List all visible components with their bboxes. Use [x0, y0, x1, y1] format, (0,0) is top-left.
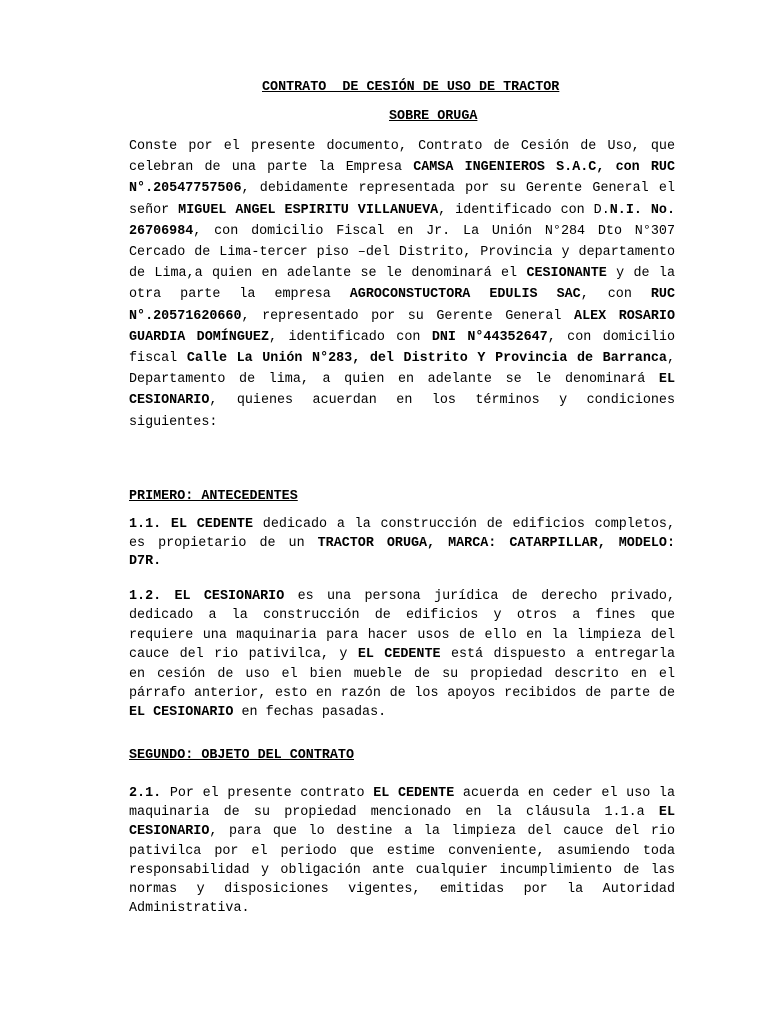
intro-run: , identificado con: [269, 329, 432, 345]
clause_1_1-run: dedicado a la construcción de edificios completos, es propietario de un: [129, 517, 675, 551]
clause_1_2-run: EL CESIONARIO: [129, 705, 234, 721]
clause_2_1-run: 2.1.: [129, 786, 162, 801]
clause_1_2-run: EL CEDENTE: [357, 647, 441, 663]
intro-run: CAMSA INGENIEROS S.A.C, con RUC N°.20547757506: [129, 160, 675, 197]
clause_2_1-run: , para que lo destine a la limpieza del cauce del rio pativilca por el periodo que estime conveniente, asumiendo toda responsabilidad y obligación ante cualquier incumplimiento de las normas y disposiciones vigentes, emitidas por la Autoridad Administrativa.: [129, 824, 675, 917]
intro-run: ALEX ROSARIO GUARDIA DOMÍNGUEZ: [129, 308, 675, 345]
intro-run: , identificado con D.: [438, 202, 610, 218]
intro-run: Conste por el presente documento, Contrato de Cesión de Uso, que celebran de una parte la Empresa: [129, 139, 675, 176]
intro-run: , debidamente representada por su Gerente General el señor: [129, 181, 675, 218]
clause_2_1-run: Por el presente contrato: [161, 786, 374, 801]
intro-run: EL CESIONARIO: [129, 372, 675, 409]
clause_2_1-run: EL CESIONARIO: [129, 805, 675, 840]
clause_1_2-run: es una persona jurídica de derecho privado, dedicado a la construcción de edificios y otros a fines que requiere una maquinaria para hacer usos de ello en la limpieza del cauce del rio pativilca, y: [129, 589, 675, 663]
clause_2_1-run: EL CEDENTE: [373, 786, 455, 801]
intro-run: MIGUEL ANGEL ESPIRITU VILLANUEVA: [178, 202, 439, 218]
clause_1_2-run: está dispuesto a entregarla en cesión de uso el bien mueble de su propiedad descrito en el párrafo anterior, esto en razón de los apoyos recibidos de parte de: [129, 647, 676, 702]
clause_2_1-run: acuerda en ceder el uso la maquinaria de su propiedad mencionado en la cláusula 1.1.a: [129, 786, 676, 821]
intro-run: CESIONANTE: [526, 266, 607, 282]
intro-run: N.I. No. 26706984: [129, 202, 675, 239]
clause_1_2-run: 1.2. EL CESIONARIO: [129, 589, 285, 604]
intro-run: , con: [580, 287, 651, 303]
intro-paragraph: [129, 136, 675, 433]
intro-run: , Departamento de lima, a quien en adelante se le denominará: [129, 351, 675, 388]
contract-title: CONTRATO DE CESIÓN DE USO DE TRACTOR: [262, 80, 560, 95]
section-heading-objeto: SEGUNDO: OBJETO DEL CONTRATO: [129, 748, 354, 763]
contract-subtitle: SOBRE ORUGA: [389, 109, 478, 124]
clause-1-1: [129, 516, 675, 572]
clause-2-1: [129, 784, 675, 918]
intro-run: , quienes acuerdan en los términos y condiciones siguientes:: [129, 393, 675, 430]
intro-run: , representado por su Gerente General: [241, 308, 575, 324]
clause-1-2: [129, 587, 675, 723]
clause_1_1-run: 1.1. EL CEDENTE: [129, 517, 254, 532]
intro-run: DNI N°44352647: [431, 329, 548, 345]
intro-run: Calle La Unión N°283, del Distrito Y Provincia de Barranca: [186, 351, 667, 367]
clause_1_1-run: TRACTOR ORUGA, MARCA: CATARPILLAR, MODELO: D7R.: [129, 535, 675, 569]
intro-run: AGROCONSTUCTORA EDULIS SAC: [349, 287, 581, 303]
section-heading-antecedentes: PRIMERO: ANTECEDENTES: [129, 489, 298, 504]
intro-run: y de la otra parte la empresa: [129, 266, 675, 303]
intro-run: RUC N°.20571620660: [129, 287, 675, 324]
clause_1_2-run: en fechas pasadas.: [233, 705, 387, 721]
intro-run: , con domicilio Fiscal en Jr. La Unión N°284 Dto N°307 Cercado de Lima-tercer piso –del Distrito, Provincia y departamento de Lima,a quien en adelante se le denominará el: [129, 223, 675, 282]
intro-run: , con domicilio fiscal: [129, 329, 676, 367]
